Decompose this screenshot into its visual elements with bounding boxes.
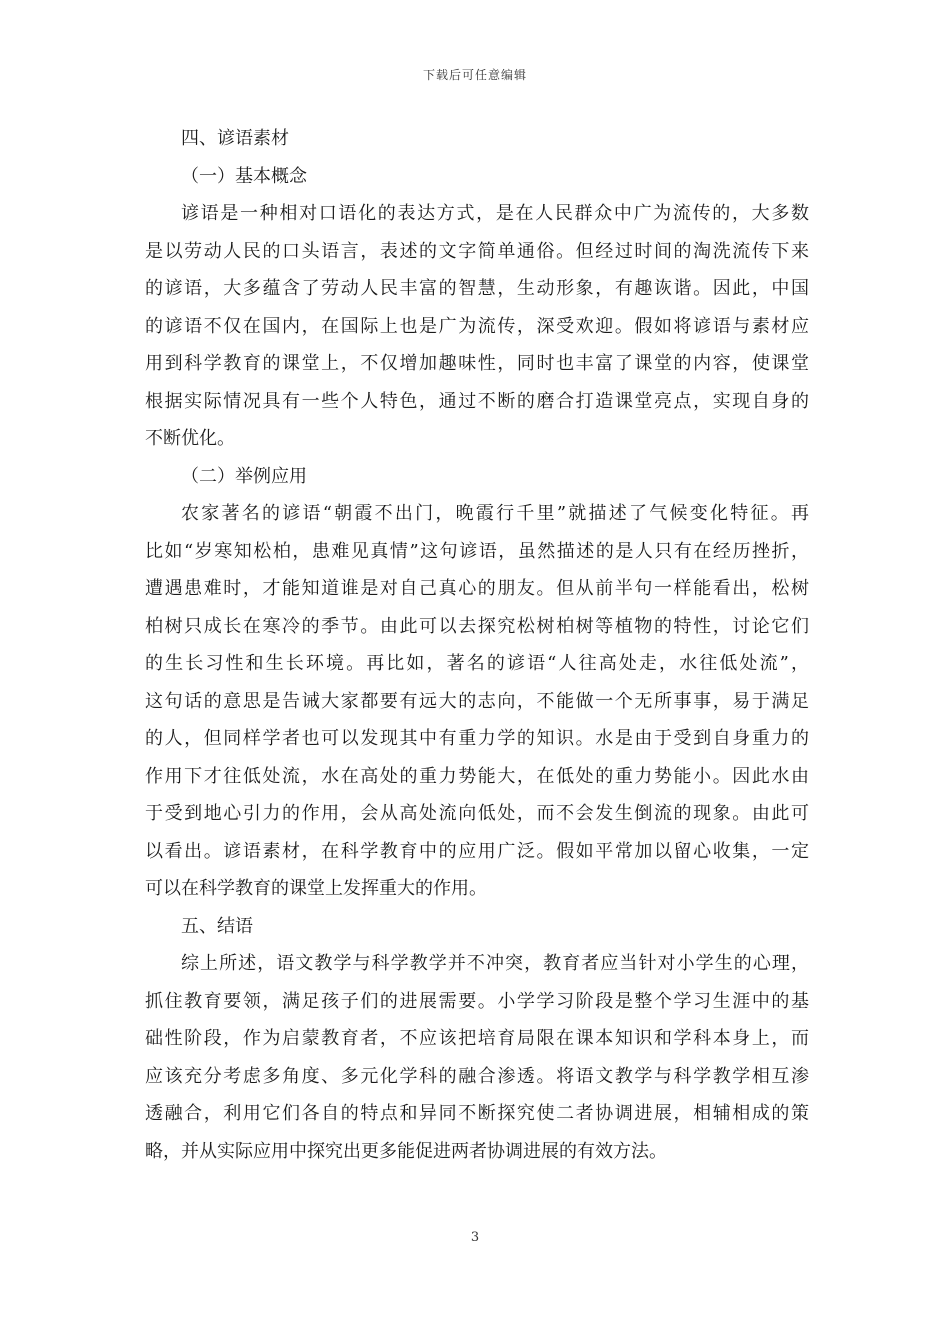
- section-heading: 四、谚语素材: [181, 128, 289, 149]
- paragraph-line: 农家著名的谚语“朝霞不出门，晚霞行千里”就描述了气候变化特征。再: [181, 503, 809, 524]
- paragraph-line: 可以在科学教育的课堂上发挥重大的作用。: [145, 878, 487, 899]
- paragraph-line: 以看出。谚语素材，在科学教育中的应用广泛。假如平常加以留心收集，一定: [145, 840, 809, 862]
- paragraph-line: 用到科学教育的课堂上，不仅增加趣味性，同时也丰富了课堂的内容，使课堂: [145, 353, 809, 374]
- document-body: [145, 120, 809, 1170]
- paragraph-line: 不断优化。: [145, 428, 235, 449]
- paragraph-line: 的人，但同样学者也可以发现其中有重力学的知识。水是由于受到自身重力的: [145, 728, 809, 749]
- paragraph-line: 比如“岁寒知松柏，患难见真情”这句谚语，虽然描述的是人只有在经历挫折，: [145, 540, 809, 562]
- paragraph-line: 综上所述，语文教学与科学教学并不冲突，教育者应当针对小学生的心理，: [181, 953, 809, 974]
- paragraph-line: 是以劳动人民的口头语言，表述的文字简单通俗。但经过时间的淘洗流传下来: [145, 240, 809, 262]
- page-header: 下载后可任意编辑: [422, 68, 527, 82]
- paragraph-line: 础性阶段，作为启蒙教育者，不应该把培育局限在课本知识和学科本身上，而: [145, 1028, 809, 1049]
- paragraph-line: 略，并从实际应用中探究出更多能促进两者协调进展的有效方法。: [145, 1140, 667, 1162]
- paragraph-line: 应该充分考虑多角度、多元化学科的融合渗透。将语文教学与科学教学相互渗: [145, 1065, 809, 1087]
- paragraph-line: 根据实际情况具有一些个人特色，通过不断的磨合打造课堂亮点，实现自身的: [145, 390, 809, 412]
- paragraph-line: 作用下才往低处流，水在高处的重力势能大，在低处的重力势能小。因此水由: [145, 765, 809, 787]
- section-heading: 五、结语: [181, 915, 253, 937]
- page-number: 3: [470, 1230, 480, 1245]
- paragraph-line: 谚语是一种相对口语化的表达方式，是在人民群众中广为流传的，大多数: [181, 203, 809, 224]
- paragraph-line: 的谚语，大多蕴含了劳动人民丰富的智慧，生动形象，有趣诙谐。因此，中国: [145, 278, 809, 299]
- paragraph-line: 透融合，利用它们各自的特点和异同不断探究使二者协调进展，相辅相成的策: [145, 1103, 809, 1124]
- paragraph-line: 的生长习性和生长环境。再比如，著名的谚语“人往高处走，水往低处流”，: [145, 653, 809, 674]
- paragraph-line: 遭遇患难时，才能知道谁是对自己真心的朋友。但从前半句一样能看出，松树: [145, 578, 809, 599]
- paragraph-line: 这句话的意思是告诫大家都要有远大的志向，不能做一个无所事事，易于满足: [145, 690, 809, 712]
- subsection-heading: （一）基本概念: [181, 165, 307, 187]
- paragraph-line: 于受到地心引力的作用，会从高处流向低处，而不会发生倒流的现象。由此可: [145, 803, 809, 824]
- paragraph-line: 抓住教育要领，满足孩子们的进展需要。小学学习阶段是整个学习生涯中的基: [145, 990, 809, 1012]
- paragraph-line: 的谚语不仅在国内，在国际上也是广为流传，深受欢迎。假如将谚语与素材应: [145, 315, 809, 337]
- subsection-heading: （二）举例应用: [181, 465, 307, 487]
- paragraph-line: 柏树只成长在寒冷的季节。由此可以去探究松树柏树等植物的特性，讨论它们: [145, 615, 809, 637]
